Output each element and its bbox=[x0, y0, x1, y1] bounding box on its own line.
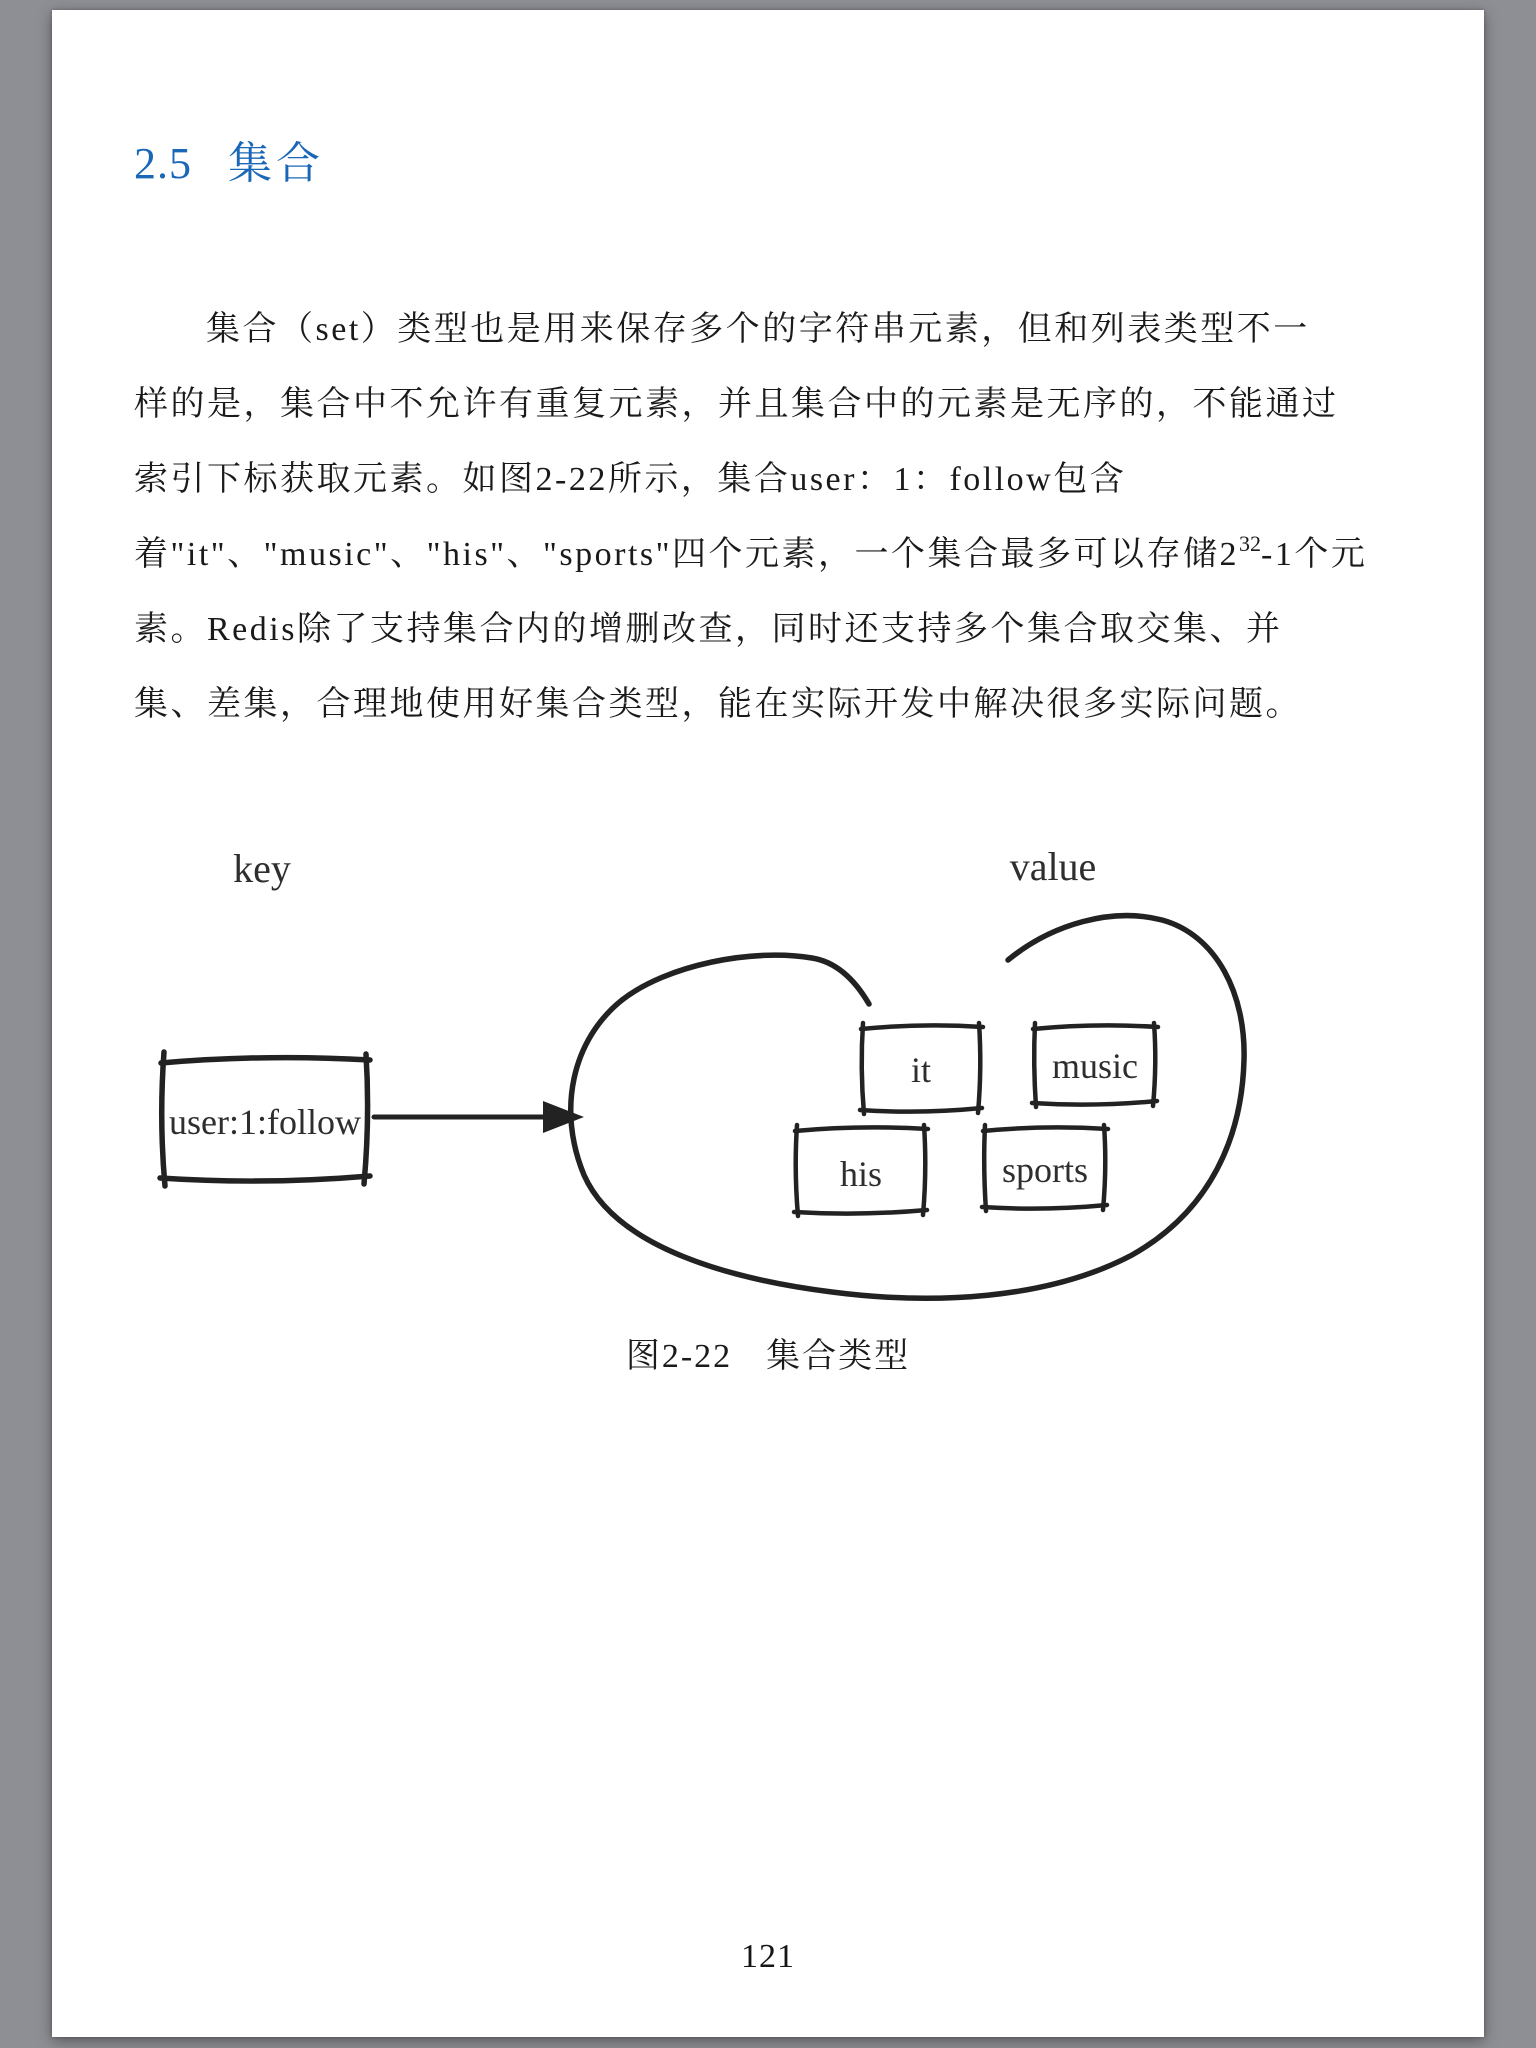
section-title: 集合 bbox=[228, 139, 324, 188]
figure-caption-title: 集合类型 bbox=[766, 1338, 911, 1375]
section-number: 2.5 bbox=[134, 139, 192, 188]
key-column-label: key bbox=[233, 846, 291, 891]
page-number: 121 bbox=[741, 1938, 795, 1975]
figure-caption-number: 图2-22 bbox=[625, 1338, 733, 1375]
member-label-sports: sports bbox=[1001, 1150, 1089, 1190]
member-label-his: his bbox=[839, 1154, 883, 1194]
arrow-right-icon bbox=[374, 1101, 584, 1133]
body-paragraph bbox=[134, 292, 1368, 742]
paragraph-line-6: 集、差集，合理地使用好集合类型，能在实际开发中解决很多实际问题。 bbox=[134, 686, 1302, 723]
set-blob-outline bbox=[571, 916, 1244, 1299]
line4-tail: -1个元 bbox=[1261, 536, 1368, 573]
book-page bbox=[52, 10, 1484, 2037]
paragraph-line-4 bbox=[134, 517, 1368, 592]
paragraph-line-1: 集合（set）类型也是用来保存多个的字符串元素，但和列表类型不一 bbox=[206, 311, 1310, 348]
member-box-his bbox=[794, 1125, 928, 1216]
member-label-music: music bbox=[1052, 1046, 1138, 1086]
paragraph-line-2: 样的是，集合中不允许有重复元素，并且集合中的元素是无序的，不能通过 bbox=[134, 386, 1339, 423]
value-column-label: value bbox=[1009, 844, 1097, 889]
member-box-sports bbox=[982, 1125, 1108, 1211]
key-box-label: user:1:follow bbox=[169, 1102, 361, 1142]
paragraph-line-3: 索引下标获取元素。如图2-22所示，集合user：1：follow包含 bbox=[134, 461, 1127, 498]
paragraph-line-5: 素。Redis除了支持集合内的增删改查，同时还支持多个集合取交集、并 bbox=[134, 611, 1283, 648]
key-box bbox=[160, 1052, 370, 1186]
member-box-music bbox=[1032, 1023, 1158, 1107]
line4-text: 着"it"、"music"、"his"、"sports"四个元素，一个集合最多可以存储2 bbox=[134, 536, 1240, 573]
member-box-it bbox=[860, 1023, 983, 1114]
exponent-32: 32 bbox=[1239, 531, 1262, 556]
section-heading bbox=[134, 138, 324, 190]
figure-caption bbox=[52, 1328, 1484, 1377]
member-label-it: it bbox=[910, 1050, 932, 1090]
